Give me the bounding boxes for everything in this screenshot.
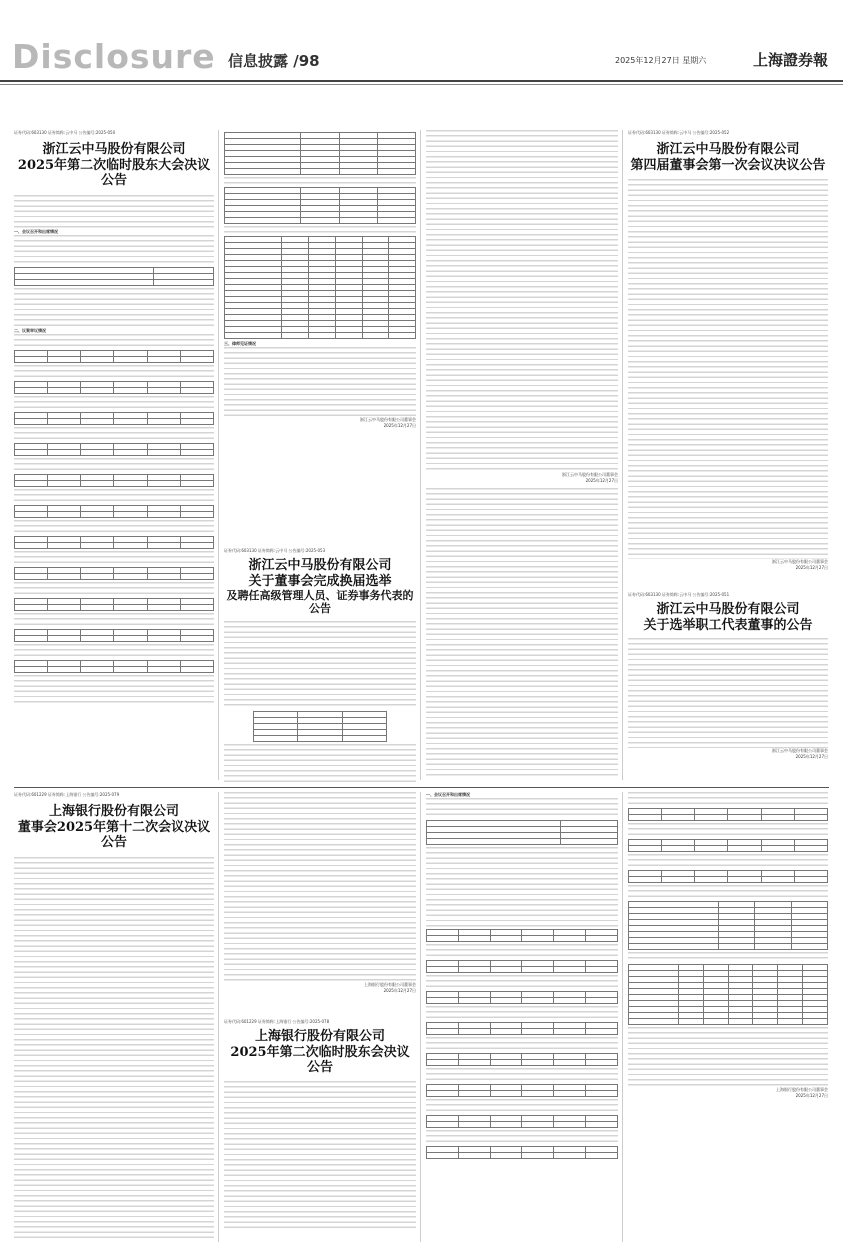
stock-code-line: 证券代码:601229 证券简称:上海银行 公告编号:2025-078	[224, 1019, 330, 1024]
body-text	[224, 792, 416, 982]
column-divider	[420, 130, 421, 780]
vote-detail-table	[628, 901, 828, 950]
text-lines	[628, 854, 828, 868]
section-heading: 一、会议召开和出席情况	[14, 228, 58, 234]
signoff-date: 2025年12月27日	[795, 1093, 828, 1098]
body-text	[628, 792, 828, 806]
body-text	[14, 458, 214, 472]
announcement-yunzhongma-board-election-continued	[426, 130, 618, 783]
body-text	[14, 551, 214, 565]
signoff-date: 2025年12月27日	[383, 423, 416, 428]
signoff-date: 2025年12月27日	[383, 988, 416, 993]
body-text	[628, 854, 828, 868]
announcement-title-line3: 及聘任高级管理人员、证券事务代表的公告	[226, 589, 414, 616]
vote-table	[14, 598, 214, 611]
election-table	[224, 132, 416, 175]
text-lines	[14, 427, 214, 441]
announcement-title: 关于选举职工代表董事的公告	[643, 617, 813, 633]
vote-table	[14, 381, 214, 394]
vote-table	[426, 1084, 618, 1097]
text-lines	[628, 885, 828, 899]
signoff-date: 2025年12月27日	[585, 478, 618, 483]
text-lines	[14, 334, 214, 348]
column-divider	[218, 130, 219, 780]
announcement-title: 2025年第二次临时股东会决议公告	[230, 1044, 410, 1076]
company-name: 上海银行股份有限公司	[48, 804, 179, 819]
vote-table	[14, 412, 214, 425]
company-name: 上海银行股份有限公司	[254, 1029, 385, 1044]
body-text	[426, 975, 618, 989]
announcement-title: 2025年第二次临时股东大会决议公告	[17, 157, 211, 189]
stock-code-line: 证券代码:603130 证券简称:云中马 公告编号:2025-050	[14, 130, 116, 135]
column-divider	[218, 792, 219, 1242]
vote-table	[14, 567, 214, 580]
text-lines	[628, 179, 828, 559]
section-title-cn: 信息披露	[228, 52, 289, 70]
vote-table	[628, 808, 828, 821]
announcement-title: 第四届董事会第一次会议决议公告	[630, 157, 826, 173]
announcement-title: 关于董事会完成换届选举	[248, 573, 392, 589]
section-heading: 三、律师见证情况	[224, 341, 256, 346]
stock-code-line: 证券代码:603130 证券简称:云中马 公告编号:2025-053	[224, 548, 326, 553]
announcement-title: 董事会2025年第十二次会议决议公告	[17, 819, 211, 851]
body-text	[426, 944, 618, 958]
section-heading: 一、会议召开和出席情况	[426, 792, 470, 797]
body-text	[14, 288, 214, 328]
text-lines	[628, 792, 828, 806]
vote-table	[426, 960, 618, 973]
body-text	[426, 488, 618, 778]
text-lines	[426, 975, 618, 989]
section-wordmark: Disclosure	[12, 37, 216, 76]
text-lines	[224, 226, 416, 234]
text-lines	[14, 365, 214, 379]
attendance-table	[426, 820, 618, 845]
text-lines	[14, 613, 214, 627]
body-text	[224, 226, 416, 234]
body-text	[628, 823, 828, 837]
committee-table	[253, 711, 387, 742]
body-text	[224, 177, 416, 185]
body-text	[426, 1006, 618, 1020]
body-text	[224, 621, 416, 709]
body-text	[14, 195, 214, 229]
text-lines	[14, 489, 214, 503]
vote-table	[628, 839, 828, 852]
vote-table	[14, 350, 214, 363]
signoff-company: 浙江云中马股份有限公司董事会	[772, 559, 828, 565]
column-divider	[622, 792, 623, 1242]
body-text	[426, 130, 618, 470]
vote-table	[14, 505, 214, 518]
text-lines	[14, 551, 214, 565]
vote-table	[426, 1115, 618, 1128]
issue-date: 2025年12月27日 星期六	[615, 56, 707, 65]
company-name: 浙江云中马股份有限公司	[656, 142, 800, 157]
text-lines	[14, 644, 214, 658]
vote-detail-table	[224, 236, 416, 339]
vote-table	[14, 474, 214, 487]
text-lines	[426, 488, 618, 778]
stock-code-line: 证券代码:601229 证券简称:上海银行 公告编号:2025-079	[14, 792, 120, 797]
signoff-company: 浙江云中马股份有限公司董事会	[562, 472, 618, 477]
body-text	[628, 885, 828, 899]
text-lines	[426, 1068, 618, 1082]
signoff-company: 上海银行股份有限公司董事会	[364, 982, 416, 987]
body-text	[14, 396, 214, 410]
section-divider	[14, 787, 829, 788]
company-name: 浙江云中马股份有限公司	[248, 558, 392, 573]
company-name: 浙江云中马股份有限公司	[656, 602, 800, 617]
announcement-yunzhongma-shareholders-continued	[224, 130, 416, 545]
body-text	[628, 179, 828, 559]
vote-table	[14, 443, 214, 456]
text-lines	[426, 1006, 618, 1020]
text-lines	[628, 952, 828, 962]
body-text	[14, 520, 214, 534]
body-text	[14, 857, 214, 1242]
body-text	[224, 1081, 416, 1231]
announcement-yunzhongma-board-meeting	[628, 130, 828, 590]
body-text	[14, 582, 214, 596]
announcement-boshanghai-board	[14, 792, 214, 1242]
announcement-boshanghai-shareholders	[224, 1019, 416, 1242]
vote-table	[426, 1022, 618, 1035]
body-text	[14, 675, 214, 705]
signoff-company: 浙江云中马股份有限公司董事会	[772, 748, 828, 754]
vote-table	[426, 1146, 618, 1159]
page-number: /98	[293, 52, 320, 70]
text-lines	[628, 1027, 828, 1087]
stock-code-line: 证券代码:603130 证券简称:云中马 公告编号:2025-051	[628, 592, 730, 597]
vote-table	[628, 870, 828, 883]
text-lines	[14, 582, 214, 596]
text-lines	[426, 1130, 618, 1144]
text-lines	[14, 520, 214, 534]
body-text	[14, 644, 214, 658]
body-text	[14, 334, 214, 348]
vote-table	[14, 629, 214, 642]
vote-table	[426, 991, 618, 1004]
text-lines	[426, 798, 618, 818]
text-lines	[224, 744, 416, 783]
text-lines	[426, 944, 618, 958]
body-text	[628, 952, 828, 962]
masthead-rule	[0, 80, 843, 82]
column-divider	[622, 130, 623, 780]
vote-table	[426, 929, 618, 942]
text-lines	[426, 847, 618, 927]
body-text	[14, 365, 214, 379]
body-text	[628, 1027, 828, 1087]
text-lines	[628, 638, 828, 748]
text-lines	[224, 347, 416, 417]
text-lines	[14, 235, 214, 265]
announcement-yunzhongma-shareholders	[14, 130, 214, 785]
body-text	[224, 744, 416, 783]
section-heading: 二、议案审议情况	[14, 327, 46, 333]
vote-table	[14, 536, 214, 549]
vote-detail-table	[628, 964, 828, 1025]
newspaper-name: 上海證券報	[753, 51, 829, 69]
body-text	[628, 638, 828, 748]
attendance-table	[14, 267, 214, 286]
text-lines	[14, 675, 214, 705]
election-table	[224, 187, 416, 224]
column-divider	[420, 792, 421, 1242]
body-text	[426, 1068, 618, 1082]
vote-table	[14, 660, 214, 673]
text-lines	[14, 288, 214, 328]
signoff-company: 上海银行股份有限公司董事会	[776, 1087, 828, 1092]
body-text	[426, 798, 618, 818]
text-lines	[426, 130, 618, 470]
body-text	[14, 489, 214, 503]
signoff-date: 2025年12月27日	[795, 754, 828, 760]
text-lines	[14, 458, 214, 472]
body-text	[426, 847, 618, 927]
stock-code-line: 证券代码:603130 证券简称:云中马 公告编号:2025-052	[628, 130, 730, 135]
announcement-yunzhongma-board-election	[224, 548, 416, 783]
signoff-date: 2025年12月27日	[795, 565, 828, 571]
body-text	[14, 427, 214, 441]
text-lines	[224, 792, 416, 982]
text-lines	[224, 177, 416, 185]
section-title	[228, 50, 320, 71]
announcement-boshanghai-shareholders-tables	[628, 792, 828, 1242]
text-lines	[426, 1099, 618, 1113]
masthead-rule-thin	[0, 84, 843, 85]
text-lines	[224, 1081, 416, 1231]
body-text	[426, 1099, 618, 1113]
body-text	[426, 1037, 618, 1051]
company-name: 浙江云中马股份有限公司	[42, 142, 186, 157]
text-lines	[14, 857, 214, 1242]
body-text	[426, 1130, 618, 1144]
text-lines	[14, 195, 214, 229]
signoff-company: 浙江云中马股份有限公司董事会	[360, 417, 416, 422]
body-text	[14, 235, 214, 265]
announcement-boshanghai-shareholders-continued	[426, 792, 618, 1242]
announcement-boshanghai-board-continued	[224, 792, 416, 1017]
vote-table	[426, 1053, 618, 1066]
body-text	[14, 613, 214, 627]
body-text	[224, 347, 416, 417]
text-lines	[628, 823, 828, 837]
text-lines	[224, 621, 416, 709]
masthead	[0, 0, 843, 88]
text-lines	[14, 396, 214, 410]
announcement-yunzhongma-employee-director	[628, 592, 828, 784]
text-lines	[426, 1037, 618, 1051]
